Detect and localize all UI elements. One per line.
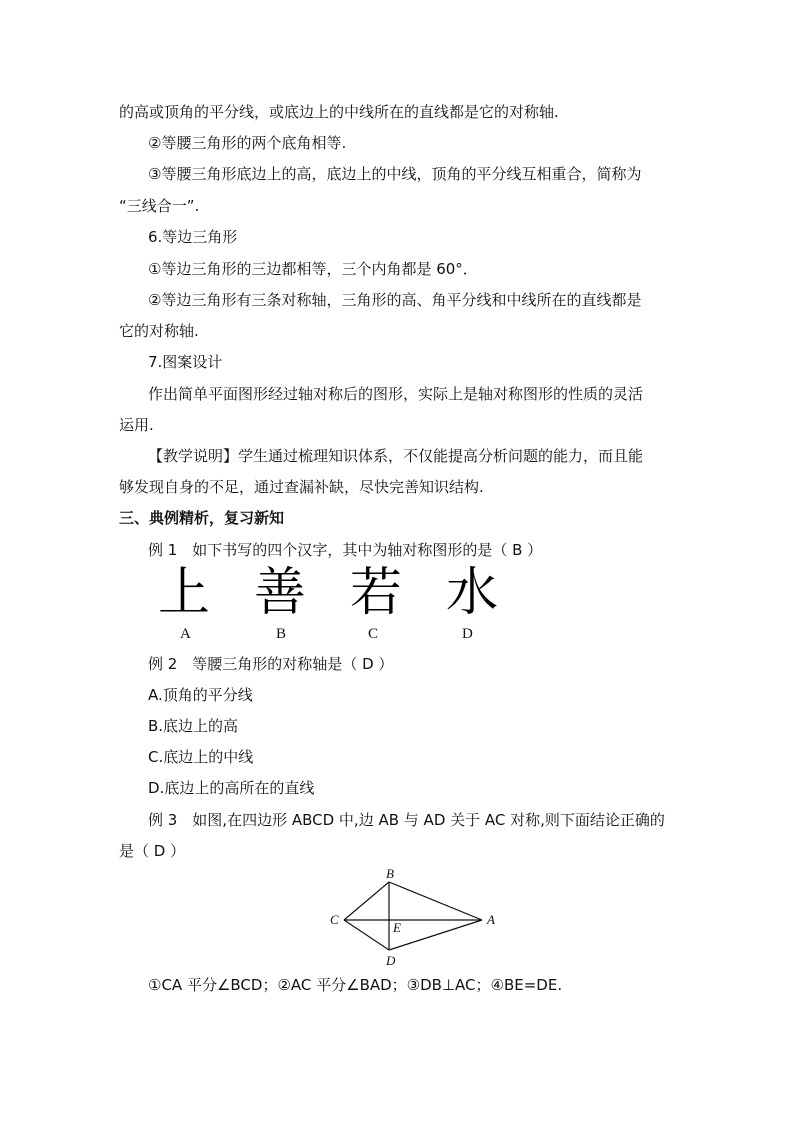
example-3-question: 例 3 如图,在四边形 ABCD 中,边 AB 与 AD 关于 AC 对称,则下面结论正确的 (148, 811, 665, 829)
text-line: “三线合一”. (119, 197, 200, 215)
kite-figure (320, 862, 510, 970)
text-line: 它的对称轴. (119, 322, 199, 340)
example-1-question: 例 1 如下书写的四个汉字，其中为轴对称图形的是（ B ） (148, 541, 543, 559)
example-2-question: 例 2 等腰三角形的对称轴是（ D ） (148, 655, 394, 673)
example-1-characters (150, 563, 510, 623)
part-heading: 三、典例精析，复习新知 (119, 509, 285, 527)
section-heading: 7.图案设计 (148, 353, 223, 371)
point-label-e: E (393, 920, 401, 935)
option-label-c: C (368, 626, 379, 642)
teaching-note: 【教学说明】学生通过梳理知识体系，不仅能提高分析问题的能力，而且能 (148, 447, 644, 465)
vertex-label-d: D (386, 953, 396, 968)
text-line: 够发现自身的不足，通过查漏补缺，尽快完善知识结构. (119, 478, 484, 496)
character-d: 水 (446, 563, 499, 623)
option-label-d: D (462, 626, 473, 642)
vertex-label-a: A (487, 912, 495, 927)
character-c: 若 (350, 563, 403, 623)
text-line: 运用. (119, 416, 154, 434)
option-d: D.底边上的高所在的直线 (148, 779, 315, 797)
edge-dc (344, 920, 389, 950)
option-b: B.底边上的高 (148, 717, 239, 735)
vertex-label-c: C (330, 912, 339, 927)
option-label-a: A (180, 626, 191, 642)
character-b: 善 (254, 563, 307, 623)
section-heading: 6.等边三角形 (148, 228, 238, 246)
example-3-conclusions: ①CA 平分∠BCD；②AC 平分∠BAD；③DB⊥AC；④BE=DE. (148, 976, 563, 994)
text-line: 是（ D ） (119, 842, 186, 860)
character-a: 上 (158, 563, 211, 623)
edge-cb (344, 882, 389, 920)
vertex-label-b: B (386, 866, 394, 881)
text-line: ①等边三角形的三边都相等，三个内角都是 60°． (148, 260, 478, 278)
option-label-b: B (276, 626, 287, 642)
text-line: 的高或顶角的平分线，或底边上的中线所在的直线都是它的对称轴. (119, 103, 559, 121)
text-line: ②等边三角形有三条对称轴，三角形的高、角平分线和中线所在的直线都是 (148, 291, 642, 309)
text-line: ③等腰三角形底边上的高，底边上的中线，顶角的平分线互相重合，简称为 (148, 165, 642, 183)
option-a: A.顶角的平分线 (148, 686, 253, 704)
text-line: 作出简单平面图形经过轴对称后的图形，实际上是轴对称图形的性质的灵活 (148, 385, 644, 403)
option-c: C.底边上的中线 (148, 748, 254, 766)
text-line: ②等腰三角形的两个底角相等. (148, 134, 347, 152)
edge-ba (389, 882, 482, 920)
edge-ad (389, 920, 482, 950)
